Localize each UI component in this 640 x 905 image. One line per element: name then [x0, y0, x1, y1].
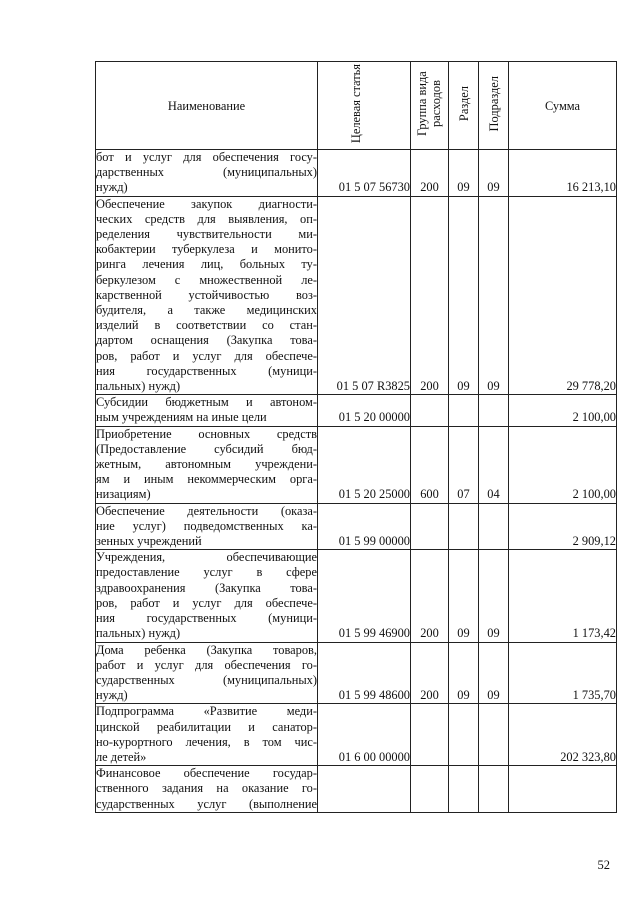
- row-name: [96, 766, 318, 813]
- row-name-line: ческих средств для выявления, оп-: [96, 211, 317, 226]
- row-name-line: сударственных (муниципальных): [96, 672, 317, 687]
- row-expense-group: 200: [411, 642, 449, 704]
- row-subsection: 09: [479, 550, 509, 642]
- row-name-line: карственной устойчивостью воз-: [96, 287, 317, 302]
- header-target-article: Целевая статья: [318, 62, 411, 150]
- row-expense-group: 200: [411, 550, 449, 642]
- row-name-line: ределения чувствительности ми-: [96, 227, 317, 242]
- row-sum: 1 735,70: [509, 642, 617, 704]
- row-name-line: (Предоставление субсидий бюд-: [96, 441, 317, 456]
- header-sum: Сумма: [509, 62, 617, 150]
- row-name-line: Подпрограмма «Развитие меди-: [96, 704, 317, 719]
- row-sum: 202 323,80: [509, 704, 617, 766]
- row-section: [449, 766, 479, 813]
- row-name: [96, 642, 318, 704]
- row-name-line: ров, работ и услуг для обеспече-: [96, 595, 317, 610]
- row-sum: 2 100,00: [509, 426, 617, 503]
- row-name-line: ния государственных (муници-: [96, 363, 317, 378]
- row-section: 09: [449, 196, 479, 395]
- row-name-line: Субсидии бюджетным и автоном-: [96, 395, 317, 410]
- row-name-line: жетным, автономным учреждени-: [96, 457, 317, 472]
- row-sum: 16 213,10: [509, 150, 617, 197]
- table-row: [96, 766, 617, 813]
- row-sum: 2 909,12: [509, 503, 617, 550]
- header-subsection: Подраздел: [479, 62, 509, 150]
- row-expense-group: [411, 395, 449, 426]
- row-name-line: дартом оснащения (Закупка това-: [96, 333, 317, 348]
- table-body: [96, 150, 617, 813]
- row-name-line: Учреждения, обеспечивающие: [96, 550, 317, 565]
- row-name: [96, 150, 318, 197]
- header-expense-group: Группа вида расходов: [411, 62, 449, 150]
- table-row: [96, 550, 617, 642]
- page-number: 52: [597, 858, 610, 872]
- row-expense-group: 200: [411, 196, 449, 395]
- row-sum: [509, 766, 617, 813]
- row-name-line: будителя, а также медицинских: [96, 303, 317, 318]
- table-row: [96, 426, 617, 503]
- row-section: [449, 503, 479, 550]
- row-name: [96, 503, 318, 550]
- table-row: [96, 150, 617, 197]
- row-name-line: ринга лечения лиц, больных ту-: [96, 257, 317, 272]
- row-name: [96, 395, 318, 426]
- row-name-line: нужд): [96, 180, 128, 195]
- row-subsection: [479, 503, 509, 550]
- row-subsection: 09: [479, 150, 509, 197]
- budget-table: [95, 61, 617, 813]
- row-section: 09: [449, 550, 479, 642]
- row-name-line: дарственных (муниципальных): [96, 165, 317, 180]
- row-name-line: пальных) нужд): [96, 379, 181, 394]
- row-subsection: [479, 395, 509, 426]
- row-name-line: сударственных услуг (выполнение: [96, 796, 317, 811]
- row-name-line: здравоохранения (Закупка това-: [96, 580, 317, 595]
- table-row: [96, 642, 617, 704]
- row-name: [96, 196, 318, 395]
- row-expense-group: 200: [411, 150, 449, 197]
- header-section: Раздел: [449, 62, 479, 150]
- row-name-line: ния государственных (муници-: [96, 611, 317, 626]
- row-subsection: 09: [479, 196, 509, 395]
- row-name-line: кобактерии туберкулеза и монито-: [96, 242, 317, 257]
- row-target-article: [318, 766, 411, 813]
- row-name-line: ние услуг) подведомственных ка-: [96, 518, 317, 533]
- row-target-article: 01 5 20 00000: [318, 395, 411, 426]
- row-name: [96, 704, 318, 766]
- table-row: [96, 503, 617, 550]
- row-name-line: бот и услуг для обеспечения госу-: [96, 150, 317, 164]
- row-section: 09: [449, 642, 479, 704]
- row-name: [96, 550, 318, 642]
- row-target-article: 01 5 99 46900: [318, 550, 411, 642]
- row-target-article: 01 5 99 48600: [318, 642, 411, 704]
- row-section: 09: [449, 150, 479, 197]
- row-name-line: нужд): [96, 688, 128, 703]
- row-sum: 1 173,42: [509, 550, 617, 642]
- row-name-line: беркулезом с множественной ле-: [96, 272, 317, 287]
- row-name-line: Дома ребенка (Закупка товаров,: [96, 642, 317, 657]
- row-name-line: ле детей»: [96, 749, 147, 764]
- row-name-line: Обеспечение деятельности (оказа-: [96, 503, 317, 518]
- row-name-line: Обеспечение закупок диагности-: [96, 196, 317, 211]
- row-expense-group: [411, 503, 449, 550]
- header-name: Наименование: [96, 62, 318, 150]
- row-section: [449, 704, 479, 766]
- table-row: [96, 395, 617, 426]
- row-name-line: ям и иным некоммерческим орга-: [96, 472, 317, 487]
- row-section: 07: [449, 426, 479, 503]
- table-header-row: [96, 62, 617, 150]
- row-target-article: 01 5 20 25000: [318, 426, 411, 503]
- row-name-line: но-курортного лечения, в том чис-: [96, 734, 317, 749]
- row-name-line: ров, работ и услуг для обеспече-: [96, 348, 317, 363]
- row-expense-group: 600: [411, 426, 449, 503]
- row-name-line: изделий в соответствии со стан-: [96, 318, 317, 333]
- row-subsection: 04: [479, 426, 509, 503]
- row-subsection: [479, 704, 509, 766]
- row-subsection: [479, 766, 509, 813]
- row-name-line: ным учреждениям на иные цели: [96, 410, 267, 425]
- row-name: [96, 426, 318, 503]
- row-target-article: 01 5 07 56730: [318, 150, 411, 197]
- row-sum: 2 100,00: [509, 395, 617, 426]
- row-expense-group: [411, 704, 449, 766]
- row-subsection: 09: [479, 642, 509, 704]
- row-target-article: 01 5 07 R3825: [318, 196, 411, 395]
- row-name-line: зенных учреждений: [96, 534, 202, 549]
- row-name-line: предоставление услуг в сфере: [96, 565, 317, 580]
- row-name-line: цинской реабилитации и санатор-: [96, 719, 317, 734]
- table-row: [96, 196, 617, 395]
- row-expense-group: [411, 766, 449, 813]
- row-target-article: 01 5 99 00000: [318, 503, 411, 550]
- row-sum: 29 778,20: [509, 196, 617, 395]
- row-name-line: низациям): [96, 487, 151, 502]
- table-row: [96, 704, 617, 766]
- row-name-line: Приобретение основных средств: [96, 426, 317, 441]
- row-target-article: 01 6 00 00000: [318, 704, 411, 766]
- row-section: [449, 395, 479, 426]
- row-name-line: Финансовое обеспечение государ-: [96, 766, 317, 781]
- row-name-line: пальных) нужд): [96, 626, 181, 641]
- row-name-line: ственного задания на оказание го-: [96, 781, 317, 796]
- row-name-line: работ и услуг для обеспечения го-: [96, 657, 317, 672]
